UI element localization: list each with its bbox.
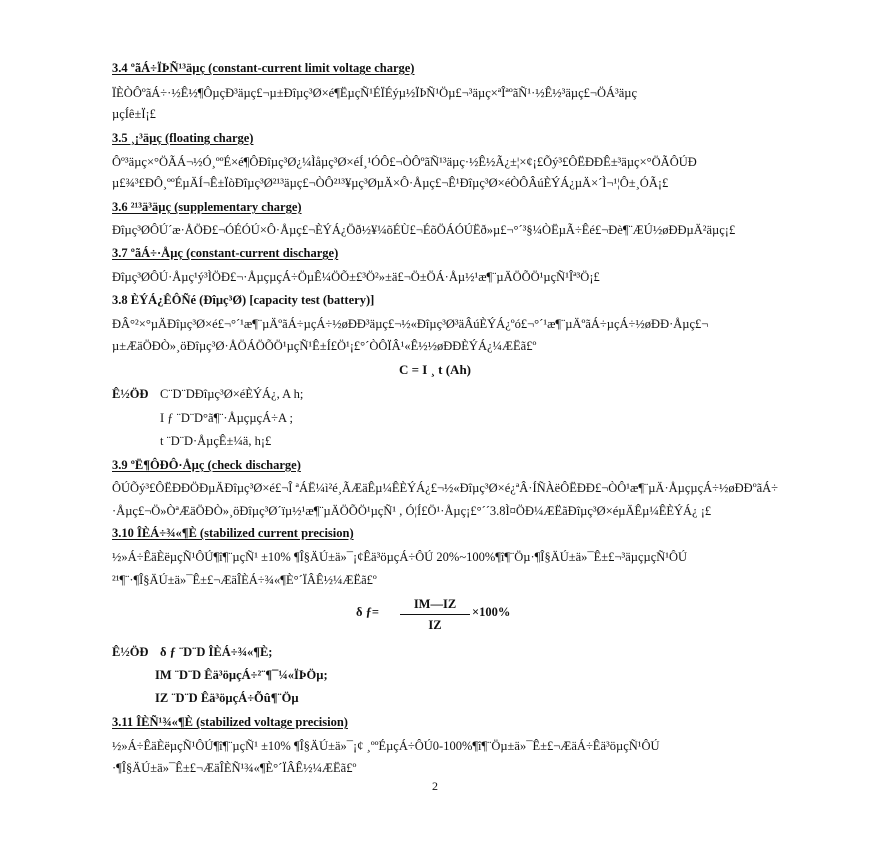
formula-legend-item: IM ¨D¨D Êä³öµçÁ÷²¨¶¯¼«ÏÞÖµ; [155, 668, 328, 682]
formula-legend-label: Ê½ÖÐ [112, 645, 149, 659]
section-heading-3-6: 3.6 ²¹³ä³äµç (supplementary charge) [112, 200, 302, 214]
formula-legend-item: t ¨D¨D·ÅµçÊ±¼ä, h¡£ [160, 434, 272, 448]
precision-formula-multiplier: ×100% [472, 605, 511, 619]
section-heading-3-10: 3.10 ÎÈÁ÷¾«¶È (stabilized current precision) [112, 526, 354, 540]
section-heading-3-5: 3.5 ¸¡³äµç (floating charge) [112, 131, 254, 145]
fraction-denominator: IZ [428, 618, 442, 632]
paragraph-line: ÐÂ°²×°µÄÐîµç³Ø×é£¬°´¹æ¶¨µÄºãÁ÷µçÁ÷½øÐÐ³äµç£¬½«Ðîµç³Ø³äÂúÈÝÁ¿ºó£¬°´¹æ¶¨µÄºãÁ÷µçÁ÷½øÐÐ·Åµç£¬ [112, 317, 709, 331]
section-heading-3-11: 3.11 ÎÈÑ¹¾«¶È (stabilized voltage precision) [112, 715, 348, 729]
formula-legend-item: IZ ¨D¨D Êä³öµçÁ÷Õû¶¨Öµ [155, 691, 299, 705]
section-heading-3-7: 3.7 ºãÁ÷·Åµç (constant-current discharge) [112, 246, 339, 260]
section-heading-3-8: 3.8 ÈÝÁ¿ÊÔÑé (Ðîµç³Ø) [capacity test (battery)] [112, 293, 375, 307]
paragraph-line: µçÍê±Ï¡£ [112, 107, 156, 121]
formula-legend-item: δ ƒ ¨D¨D ÎÈÁ÷¾«¶È; [160, 645, 273, 659]
paragraph-line: Ðîµç³ØÔÚ·Åµç¹ý³ÌÖÐ£¬·ÅµçµçÁ÷ÖµÊ¼ÖÕ±£³Ö²»±ä£¬Ö±ÖÁ·Åµ½¹æ¶¨µÄÖÕÖ¹µçÑ¹Îª³Ö¡£ [112, 270, 600, 284]
section-heading-3-9: 3.9 ºË¶ÔÐÔ·Åµç (check discharge) [112, 458, 301, 472]
paragraph-line: Ðîµç³ØÔÚ´æ·ÅÖÐ£¬ÓÉÓÚ×Ô·Åµç£¬ÈÝÁ¿Öð½¥¼õÉÙ£¬ÉõÖÁÓÚËð»µ£¬°´³§¼ÒËµÃ÷Êé£¬Ðè¶¨ÆÚ½øÐÐµÄ²äµç¡£ [112, 223, 736, 237]
paragraph-line: Ôº³äµç×°ÖÃÁ¬½Ó¸ººÉ×é¶ÔÐîµç³Ø¿¼Ìåµç³Ø×éÍ¸¹ÓÔ£¬ÒÔºãÑ¹³äµç·½Ê½Ã¿±¦×¢¡£Õý³£ÔËÐÐÊ±³äµç×°ÖÃÔÚÐ [112, 155, 697, 169]
paragraph-line: ÔÚÕý³£ÔËÐÐÖÐµÄÐîµç³Ø×é£¬Î ªÁË¼ì²é¸ÃÆäÊµ¼ÊÈÝÁ¿£¬½«Ðîµç³Ø×é¿ªÂ·ÍÑÀëÔËÐÐ£¬ÒÔ¹æ¶¨µÄ·ÅµçµçÁ÷½øÐÐºãÁ÷ [112, 481, 779, 495]
paragraph-line: ·¶Î§ÄÚ±ä»¯Ê±£¬ÆäÎÈÑ¹¾«¶È°´ÏÂÊ½¼ÆËã£º [112, 761, 357, 775]
precision-formula-fraction [400, 595, 470, 634]
formula-legend-item: I ƒ ¨D¨D°ã¶¨·ÅµçµçÁ÷A ; [160, 411, 293, 425]
section-heading-3-4: 3.4 ºãÁ÷ÏÞÑ¹³äµç (constant-current limit voltage charge) [112, 61, 415, 75]
formula-legend-item: C¨D¨DÐîµç³Ø×éÈÝÁ¿, A h; [160, 387, 304, 401]
precision-formula-lhs: δ ƒ= [356, 605, 379, 619]
paragraph-line: µ±ÆäÖÐÒ»¸öÐîµç³Ø·ÅÖÁÖÕÖ¹µçÑ¹Ê±Í£Ö¹¡£°´ÒÔÏÂ¹«Ê½½øÐÐÈÝÁ¿¼ÆËã£º [112, 339, 537, 353]
paragraph-line: ½»Á÷ÊäÈëµçÑ¹ÔÚ¶î¶¨µçÑ¹ ±10% ¶Î§ÄÚ±ä»¯¡¢ ¸ººÉµçÁ÷ÔÚ0-100%¶î¶¨Öµ±ä»¯Ê±£¬ÆäÁ÷Êä³öµçÑ¹ÔÚ [112, 739, 660, 753]
paragraph-line: ²¹¶¨·¶Î§ÄÚ±ä»¯Ê±£¬ÆäÎÈÁ÷¾«¶È°´ÏÂÊ½¼ÆËã£º [112, 573, 377, 587]
fraction-bar [400, 614, 470, 615]
capacity-formula: C = I ¸ t (Ah) [398, 362, 472, 377]
paragraph-line: ÏÈÒÔºãÁ÷·½Ê½¶ÔµçÐ³äµç£¬µ±Ðîµç³Ø×é¶ËµçÑ¹ÉÏÉýµ½ÏÞÑ¹Öµ£¬³äµç×ªÎªºãÑ¹·½Ê½³äµç£¬ÖÁ³äµç [112, 86, 638, 100]
paragraph-line: ·Åµç£¬Ö»ÒªÆäÖÐÒ»¸öÐîµç³Ø´ïµ½¹æ¶¨µÄÖÕÖ¹µçÑ¹ , Ó¦Í£Ö¹·Åµç¡£°´´3.8Ì¤ÖÐ¼ÆËãÐîµç³Ø×éµÄÊµ¼ÊÈÝÁ¿ ¡£ [112, 504, 712, 518]
paragraph-line: ½»Á÷ÊäÈëµçÑ¹ÔÚ¶î¶¨µçÑ¹ ±10% ¶Î§ÄÚ±ä»¯¡¢Êä³öµçÁ÷ÔÚ 20%~100%¶î¶¨Öµ·¶Î§ÄÚ±ä»¯Ê±£¬³äµçµçÑ¹ÔÚ [112, 550, 688, 564]
paragraph-line: µ£¾³£ÐÔ¸ººÉµÄÍ¬Ê±ÏòÐîµç³Ø²¹³äµç£¬ÒÔ²¹³¥µç³ØµÄ×Ô·Åµç£¬Ê¹Ðîµç³Ø×éÒÔÂúÈÝÁ¿µÄ×´Ì¬¹¦Ô±¸ÓÃ¡£ [112, 176, 669, 190]
formula-legend-label: Ê½ÖÐ [112, 387, 149, 401]
fraction-numerator: IM—IZ [413, 597, 457, 611]
page-number: 2 [432, 779, 438, 793]
